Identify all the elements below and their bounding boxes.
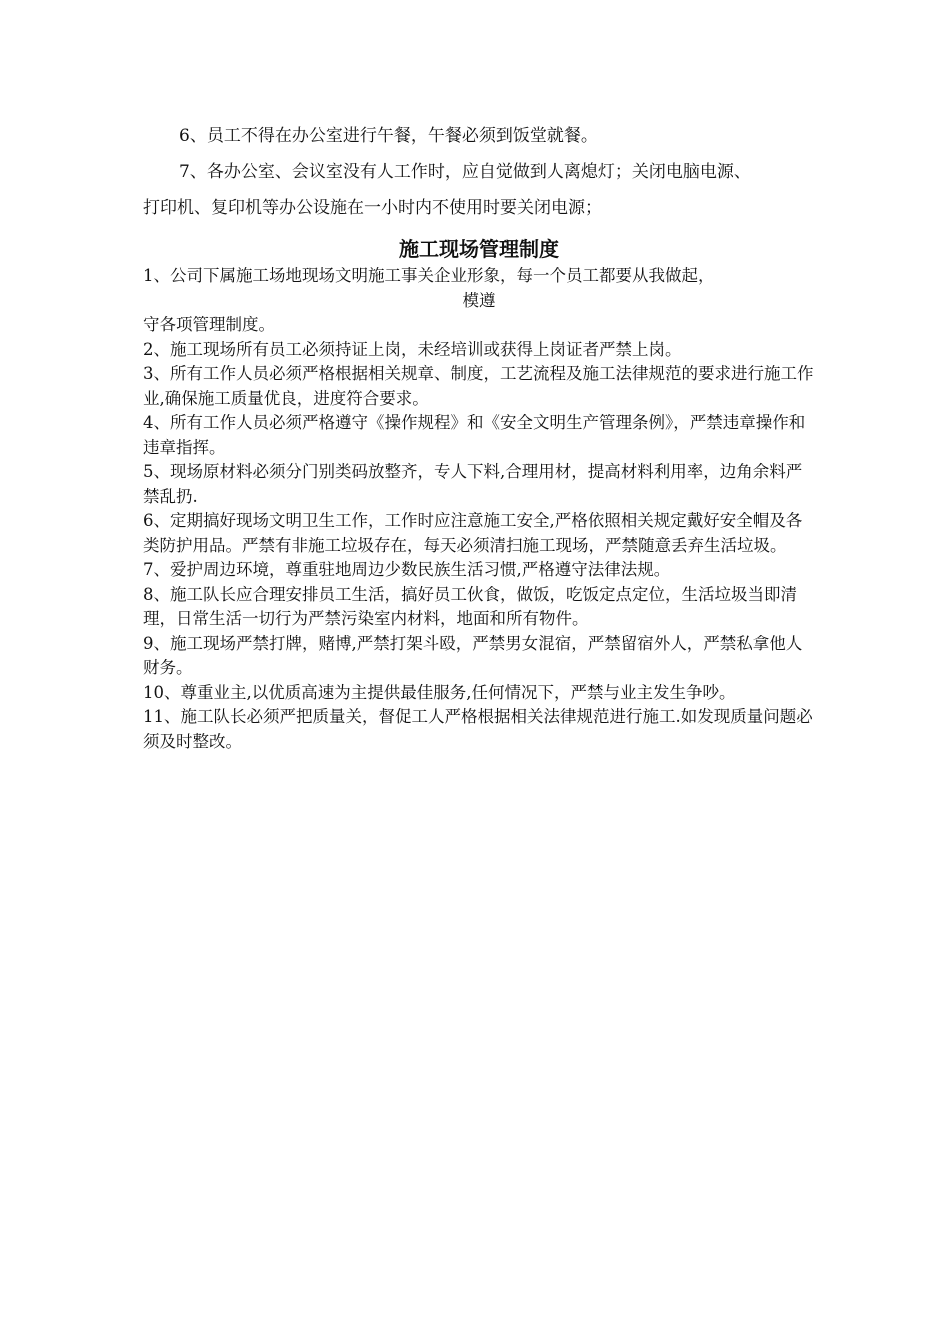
document-page xyxy=(143,118,815,754)
rule-1-wrap: 模遵 xyxy=(462,290,496,310)
rule-7: 7、爱护周边环境，尊重驻地周边少数民族生活习惯,严格遵守法律法规。 xyxy=(143,560,671,579)
rule-9: 9、施工现场严禁打牌，赌博,严禁打架斗殴，严禁男女混宿，严禁留宿外人，严禁私拿他人财务。 xyxy=(143,633,803,677)
rule-5: 5、现场原材料必须分门别类码放整齐，专人下料,合理用材，提高材料利用率，边角余料严禁乱扔. xyxy=(143,462,803,506)
rule-10: 10、尊重业主,以优质高速为主提供最佳服务,任何情况下，严禁与业主发生争吵。 xyxy=(143,682,736,702)
rule-8: 8、施工队长应合理安排员工生活，搞好员工伙食，做饭，吃饭定点定位，生活垃圾当即清理，日常生活一切行为严禁污染室内材料，地面和所有物件。 xyxy=(143,584,797,628)
rule-2: 2、施工现场所有员工必须持证上岗，未经培训或获得上岗证者严禁上岗。 xyxy=(143,339,682,359)
intro-item-6: 6、员工不得在办公室进行午餐，午餐必须到饭堂就餐。 xyxy=(179,126,598,146)
intro-item-7 xyxy=(143,154,815,226)
section-title: 施工现场管理制度 xyxy=(399,237,559,261)
rule-1-line-2: 守各项管理制度。 xyxy=(143,315,275,334)
intro-item-7-line-1: 7、各办公室、会议室没有人工作时，应自觉做到人离熄灯；关闭电脑电源、 xyxy=(179,162,751,182)
rule-3: 3、所有工作人员必须严格根据相关规章、制度，工艺流程及施工法律规范的要求进行施工作业,确保施工质量优良，进度符合要求。 xyxy=(143,364,814,408)
rule-11: 11、施工队长必须严把质量关，督促工人严格根据相关法律规范进行施工.如发现质量问题必须及时整改。 xyxy=(143,707,813,751)
rule-4: 4、所有工作人员必须严格遵守《操作规程》和《安全文明生产管理条例》，严禁违章操作和违章指挥。 xyxy=(143,413,806,457)
intro-item-7-line-2: 打印机、复印机等办公设施在一小时内不使用时要关闭电源； xyxy=(143,198,602,218)
rule-6: 6、定期搞好现场文明卫生工作，工作时应注意施工安全,严格依照相关规定戴好安全帽及各类防护用品。严禁有非施工垃圾存在，每天必须清扫施工现场，严禁随意丢弃生活垃圾。 xyxy=(143,511,803,555)
rule-1-line-1: 1、公司下属施工场地现场文明施工事关企业形象，每一个员工都要从我做起， xyxy=(143,266,715,285)
